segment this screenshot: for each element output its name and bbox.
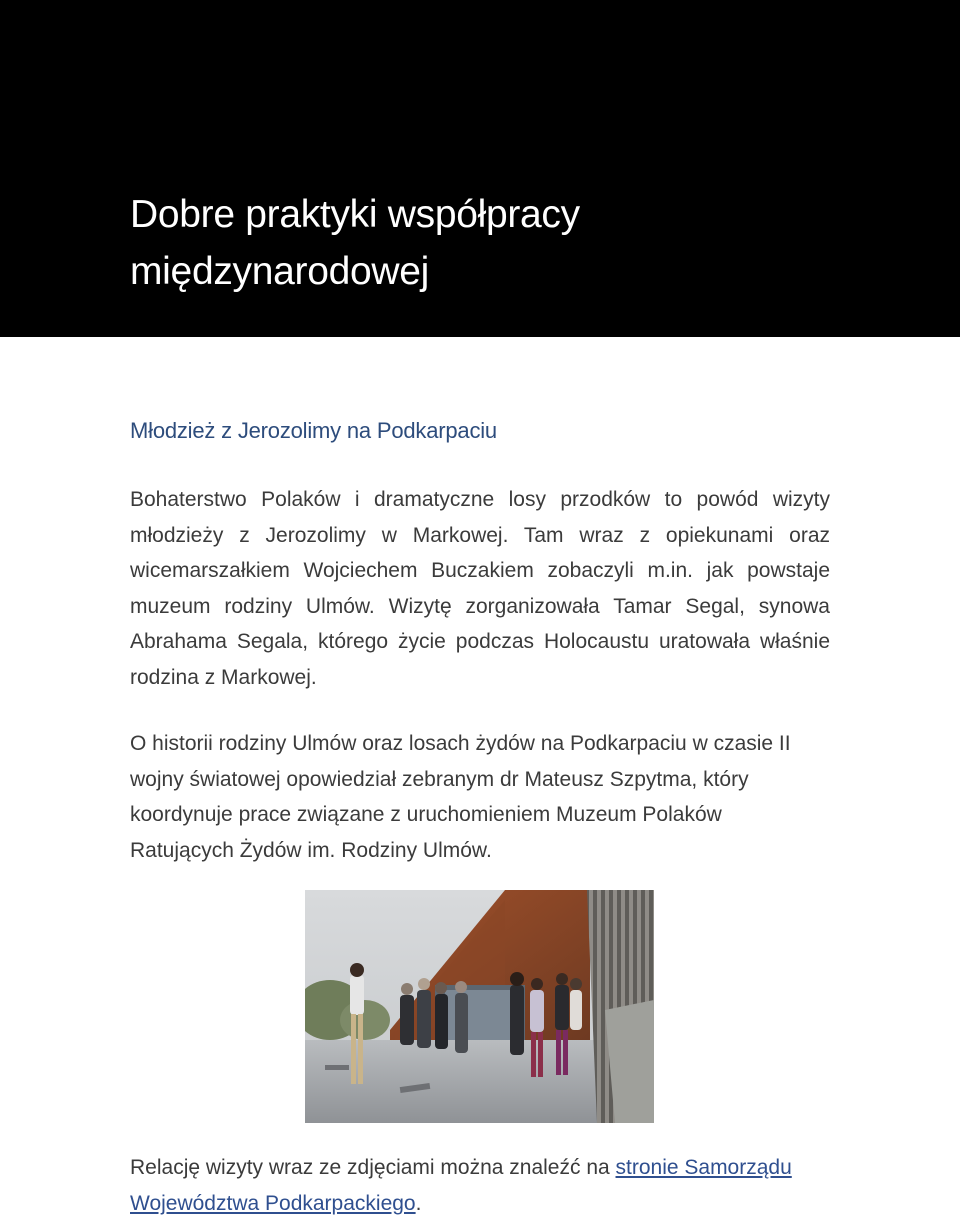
article-subtitle: Młodzież z Jerozolimy na Podkarpaciu — [130, 418, 497, 443]
report-period: . — [415, 1191, 422, 1215]
header-banner — [0, 0, 960, 337]
page-title — [130, 186, 890, 300]
paragraph-history: O historii rodziny Ulmów oraz losach żydów na Podkarpaciu w czasie II wojny światowej opowiedział zebranym dr Mateusz Szpytma, który koordynuje prace związane z uruchomieniem Muzeum Polaków Ratujących Żydów im. Rodziny Ulmów. — [130, 732, 791, 862]
report-link[interactable]: stronie Samorządu Województwa Podkarpackiego — [130, 1156, 792, 1215]
paragraph-report-link — [130, 1150, 850, 1221]
title-line-2: międzynarodowej — [130, 250, 429, 293]
title-line-1: Dobre praktyki współpracy — [130, 193, 580, 236]
report-text: Relację wizyty wraz ze zdjęciami można znaleźć na — [130, 1156, 616, 1179]
paragraph-visit: Bohaterstwo Polaków i dramatyczne losy przodków to powód wizyty młodzieży z Jerozolimy w Markowej. Tam wraz z opiekunami oraz wicemarszałkiem Wojciechem Buczakiem zobaczyli m.in. jak powstaje muzeum rodziny Ulmów. Wizytę zorganizowała Tamar Segal, synowa Abrahama Segala, którego życie podczas Holocaustu uratowała właśnie rodzina z Markowej. — [130, 488, 830, 689]
group-photo-museum — [305, 890, 654, 1123]
